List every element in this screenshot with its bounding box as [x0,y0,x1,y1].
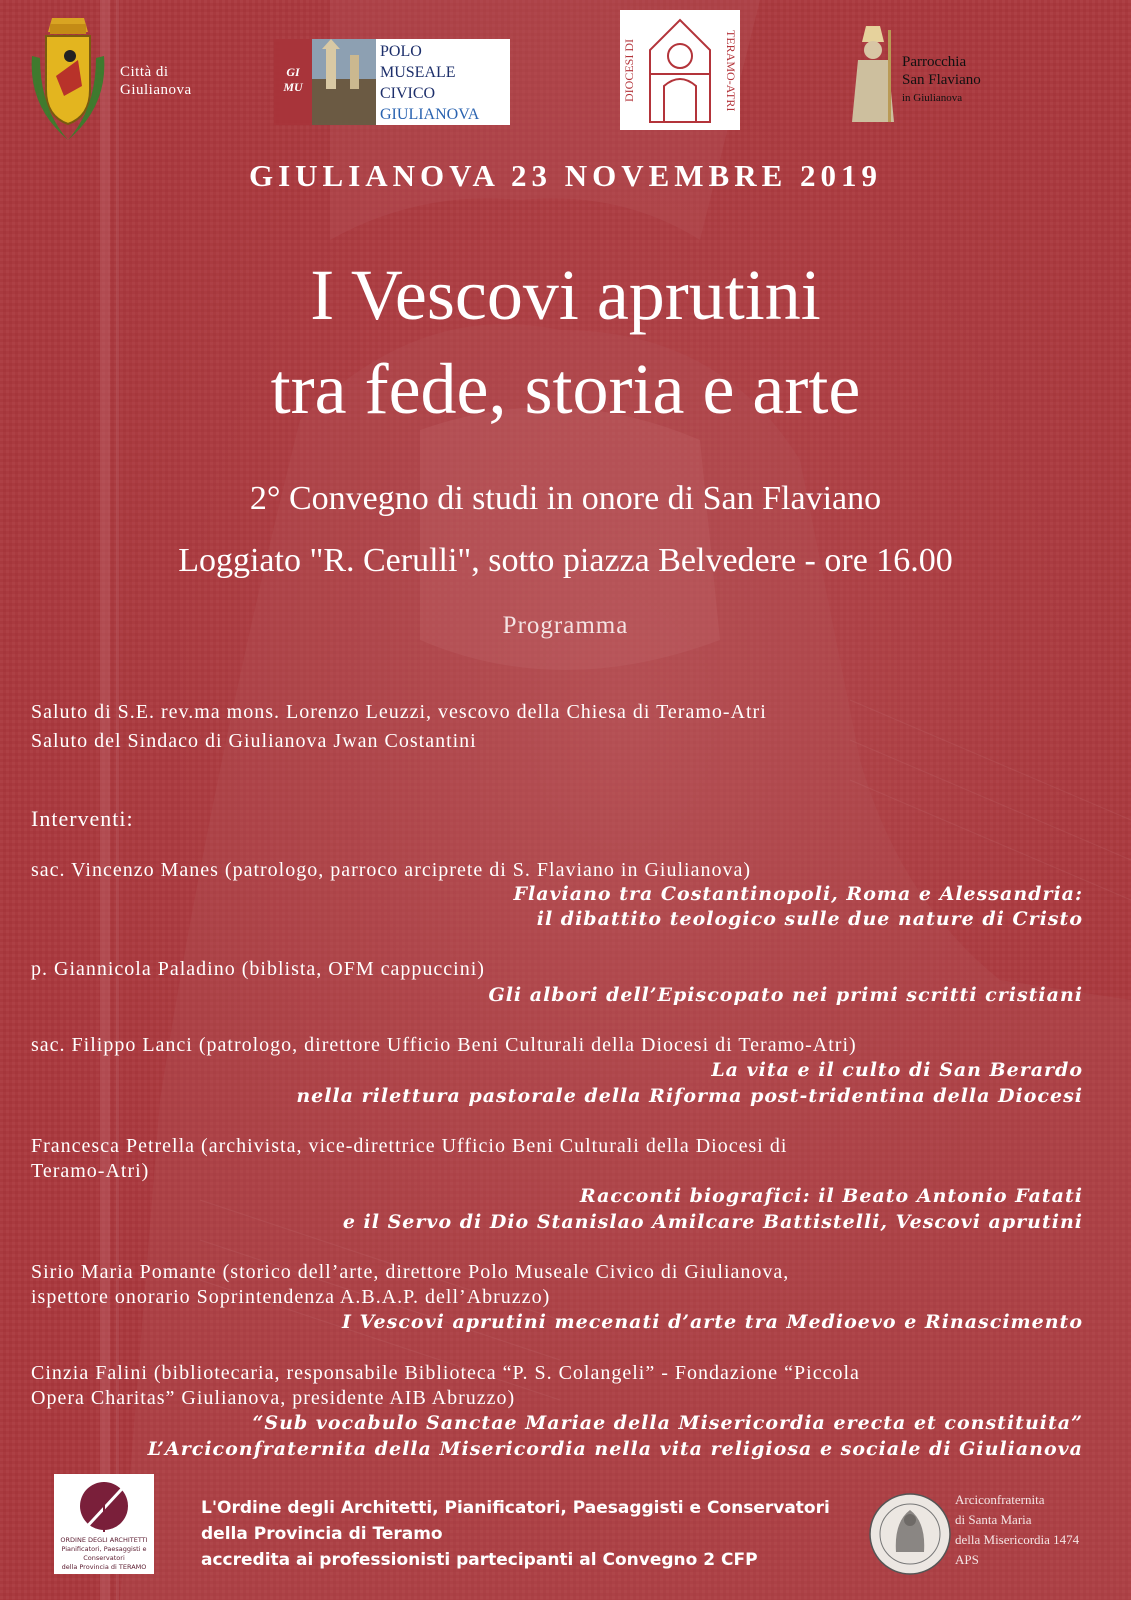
architects-logo [54,1474,154,1574]
talk-title: I Vescovi aprutini mecenati d’arte tra Medioevo e Rinascimento [342,1311,1083,1333]
saint-statue-icon [848,22,898,124]
confraternity-line1: Arciconfraternita [955,1492,1045,1507]
parish-line2: San Flaviano [902,72,981,88]
interventions-heading: Interventi: [31,806,134,831]
architects-text-line1: L'Ordine degli Architetti, Pianificatori, Paesaggisti e Conservatori [201,1498,830,1518]
architects-accreditation [201,1495,830,1573]
architects-compass-icon [54,1474,154,1536]
diocese-label-left: DIOCESI DI [622,39,636,103]
architects-text-line2: della Provincia di Teramo [201,1524,443,1544]
diocese-logo [620,10,740,130]
city-crest-icon [22,16,114,144]
museum-abbr-line2: MU [283,80,303,94]
architects-text-line3: accredita ai professionisti partecipanti al Convegno 2 CFP [201,1550,758,1570]
diocese-label-right: TERAMO-ATRI [724,30,738,112]
museum-abbr-line1: GI [286,65,300,79]
event-subtitle: 2° Convegno di studi in onore di San Flaviano [249,480,882,517]
confraternity-name [955,1490,1079,1570]
city-name-line1: Città di [120,64,169,80]
architects-logo-line2: Pianificatori, Paesaggisti e Conservatori [61,1545,147,1562]
talk-title: “Sub vocabulo Sanctae Mariae della Misericordia erecta et constituita” [252,1412,1083,1434]
talk-speaker: ispettore onorario Soprintendenza A.B.A.P. dell’Abruzzo) [31,1286,551,1308]
museum-name-line4: GIULIANOVA [380,106,480,123]
confraternity-line4: APS [955,1552,979,1567]
talk-title: Gli albori dell’Episcopato nei primi scritti cristiani [488,984,1083,1006]
talk-speaker: Opera Charitas” Giulianova, presidente AIB Abruzzo) [31,1387,516,1409]
parish-name [902,53,981,107]
confraternity-seal-icon [868,1492,952,1576]
museum-name-line3: CIVICO [380,85,436,102]
talk-title: La vita e il culto di San Berardo [711,1059,1083,1081]
event-title-line2: tra fede, storia e arte [270,349,861,429]
talk-title: L’Arciconfraternita della Misericordia nella vita religiosa e sociale di Giulianova [147,1438,1083,1460]
talk-speaker: Teramo-Atri) [31,1160,150,1182]
city-name-line2: Giulianova [120,82,192,98]
event-location: Loggiato "R. Cerulli", sotto piazza Belvedere - ore 16.00 [178,542,953,579]
program-heading: Programma [502,612,629,639]
museum-abbr [274,39,312,125]
parish-line1: Parrocchia [902,54,967,70]
architects-logo-line3: della Provincia di TERAMO [61,1563,147,1571]
museum-name [380,41,479,125]
museum-painting-icon [312,39,376,125]
talk-speaker: Cinzia Falini (bibliotecaria, responsabile Biblioteca “P. S. Colangeli” - Fondazione “Piccola [31,1362,860,1384]
talk-title: Racconti biografici: il Beato Antonio Fatati [579,1185,1083,1207]
confraternity-line3: della Misericordia 1474 [955,1532,1080,1547]
greeting-mayor: Saluto del Sindaco di Giulianova Jwan Costantini [31,730,477,752]
greeting-bishop: Saluto di S.E. rev.ma mons. Lorenzo Leuzzi, vescovo della Chiesa di Teramo-Atri [31,701,767,723]
event-title-line1: I Vescovi aprutini [310,255,821,335]
museum-logo [274,39,510,125]
talk-speaker: Francesca Petrella (archivista, vice-direttrice Ufficio Beni Culturali della Diocesi di [31,1135,788,1157]
talk-title: Flaviano tra Costantinopoli, Roma e Alessandria: [513,883,1083,905]
museum-name-line2: MUSEALE [380,64,456,81]
talk-title: il dibattito teologico sulle due nature di Cristo [536,908,1083,930]
talk-title: e il Servo di Dio Stanislao Amilcare Battistelli, Vescovi aprutini [342,1211,1083,1233]
talk-speaker: Sirio Maria Pomante (storico dell’arte, direttore Polo Museale Civico di Giulianova, [31,1261,790,1283]
architects-logo-line1: ORDINE DEGLI ARCHITETTI [60,1536,148,1544]
event-date: GIULIANOVA 23 NOVEMBRE 2019 [248,158,883,193]
parish-line3: in Giulianova [902,92,963,104]
museum-name-line1: POLO [380,43,422,60]
talk-speaker: sac. Vincenzo Manes (patrologo, parroco arciprete di S. Flaviano in Giulianova) [31,859,752,881]
talk-title: nella rilettura pastorale della Riforma post-tridentina della Diocesi [296,1085,1083,1107]
city-name [120,63,192,99]
confraternity-line2: di Santa Maria [955,1512,1032,1527]
talk-speaker: sac. Filippo Lanci (patrologo, direttore Ufficio Beni Culturali della Diocesi di Teramo-Atri) [31,1034,857,1056]
talk-speaker: p. Giannicola Paladino (biblista, OFM cappuccini) [31,958,485,980]
